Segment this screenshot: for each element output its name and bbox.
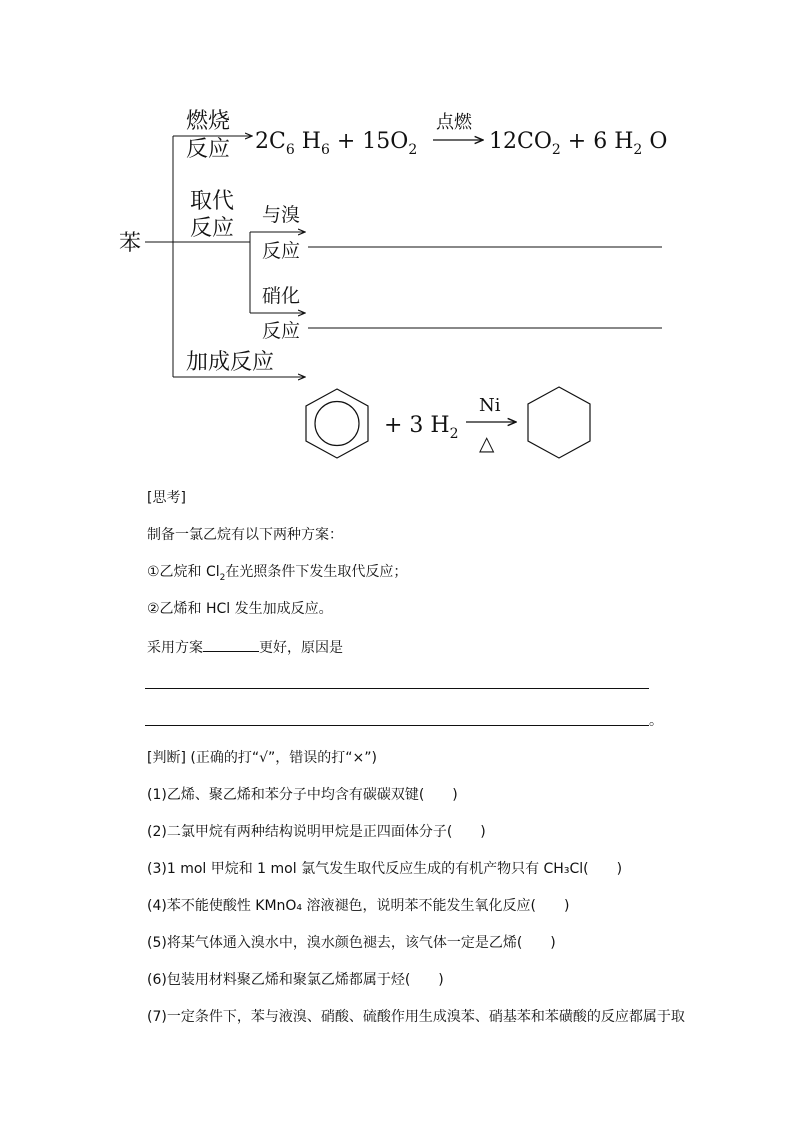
think-option-1: ①乙烷和 $Cl_2$在光照条件下发生取代反应； bbox=[147, 564, 408, 583]
judge-item-7: (7)一定条件下，苯与液溴、硝酸、硫酸作用生成溴苯、硝基苯和苯磺酸的反应都属于取 bbox=[147, 1009, 685, 1025]
think-heading: [思考] bbox=[147, 490, 186, 506]
judge-item-5: (5)将某气体通入溴水中，溴水颜色褪去，该气体一定是乙烯( ) bbox=[147, 935, 556, 951]
addition-label: 加成反应 bbox=[186, 350, 275, 375]
combustion-label-1: 燃烧 bbox=[186, 109, 231, 134]
benzene-reaction-diagram bbox=[0, 0, 794, 470]
judge-item-6: (6)包装用材料聚乙烯和聚氯乙烯都属于烃( ) bbox=[147, 972, 444, 988]
think-intro: 制备一氯乙烷有以下两种方案： bbox=[147, 527, 343, 543]
think-option-2: ②乙烯和 HCl 发生加成反应。 bbox=[147, 601, 333, 617]
root-label: 苯 bbox=[119, 231, 142, 256]
judge-item-3: (3)1 mol 甲烷和 1 mol 氯气发生取代反应生成的有机产物只有 CH₃Cl( ) bbox=[147, 861, 623, 877]
judge-heading: [判断] (正确的打“√”，错误的打“×”) bbox=[147, 750, 377, 766]
think-question: 采用方案 更好，原因是 bbox=[147, 637, 343, 657]
judge-item-4: (4)苯不能使酸性 KMnO₄ 溶液褪色，说明苯不能发生氧化反应( ) bbox=[147, 898, 570, 914]
combustion-equation-rhs: $12CO_2 + 6$ $H_2$ O bbox=[489, 129, 668, 158]
nickel-catalyst: Ni bbox=[479, 395, 501, 416]
nitration-label-1: 硝化 bbox=[262, 285, 301, 307]
substitution-label-1: 取代 bbox=[190, 189, 235, 214]
scheme-blank[interactable] bbox=[203, 637, 259, 652]
judge-item-2: (2)二氯甲烷有两种结构说明甲烷是正四面体分子( ) bbox=[147, 824, 486, 840]
judge-item-1: (1)乙烯、聚乙烯和苯分子中均含有碳碳双键( ) bbox=[147, 787, 458, 803]
bromine-label-1: 与溴 bbox=[262, 204, 301, 226]
benzene-structure bbox=[306, 389, 368, 458]
ignite-condition: 点燃 bbox=[436, 112, 472, 133]
reason-end-mark: 。 bbox=[649, 713, 663, 729]
nitration-label-2: 反应 bbox=[262, 320, 301, 342]
heat-symbol: △ bbox=[479, 431, 495, 455]
reason-answer-line-1[interactable] bbox=[145, 688, 649, 689]
combustion-label-2: 反应 bbox=[186, 137, 231, 162]
bromine-label-2: 反应 bbox=[262, 240, 301, 262]
hydrogen-term: + 3 $H_2$ bbox=[384, 413, 459, 442]
cyclohexane-structure bbox=[528, 387, 590, 458]
substitution-label-2: 反应 bbox=[190, 216, 235, 241]
reason-answer-line-2[interactable] bbox=[145, 725, 649, 726]
combustion-equation-lhs: $2C_6$ $H_6 + 15O_2$ bbox=[255, 129, 418, 158]
